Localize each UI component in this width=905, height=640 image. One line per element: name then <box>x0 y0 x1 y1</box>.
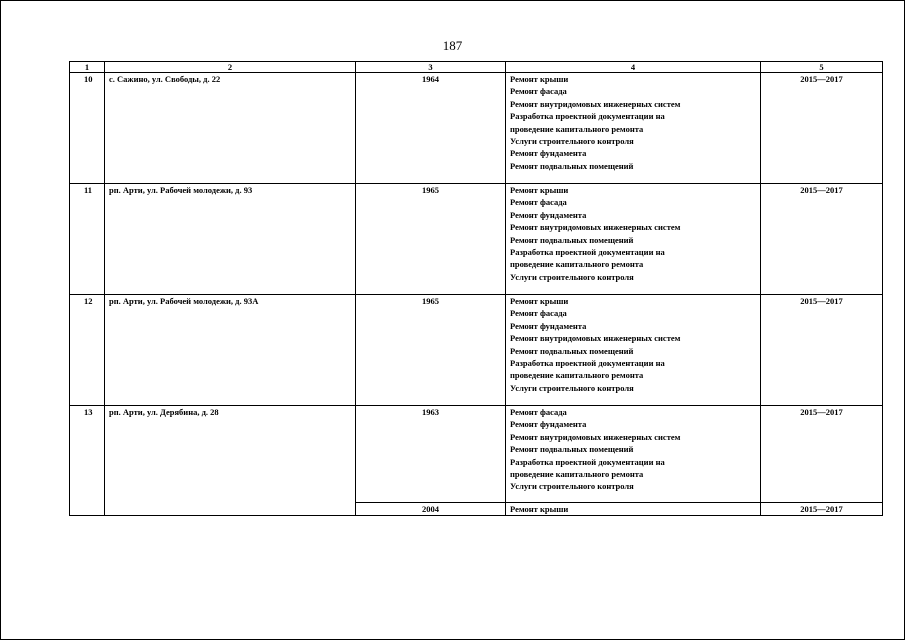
work-item: проведение капитального ремонта <box>510 370 644 381</box>
row-number: 10 <box>70 73 105 184</box>
header-col-5: 5 <box>761 62 883 73</box>
row-address: рп. Арти, ул. Рабочей молодежи, д. 93 <box>105 184 356 295</box>
work-item: Ремонт фасада <box>510 86 567 97</box>
row-works <box>506 184 761 295</box>
row-number: 11 <box>70 184 105 295</box>
row-works <box>506 73 761 184</box>
table-row <box>70 295 883 406</box>
work-item: Услуги строительного контроля <box>510 136 634 147</box>
work-item: Ремонт подвальных помещений <box>510 160 634 171</box>
work-item: Ремонт внутридомовых инженерных систем <box>510 98 681 109</box>
row-works <box>506 406 761 503</box>
table-row <box>70 406 883 503</box>
work-item: проведение капитального ремонта <box>510 259 644 270</box>
work-item: Услуги строительного контроля <box>510 481 634 492</box>
work-item: Ремонт подвальных помещений <box>510 444 634 455</box>
row-number: 13 <box>70 406 105 516</box>
table-header-row <box>70 62 883 73</box>
capital-repair-table <box>69 61 883 516</box>
work-item: Ремонт фундамента <box>510 148 587 159</box>
work-item: проведение капитального ремонта <box>510 469 644 480</box>
row-works <box>506 295 761 406</box>
row-year: 1965 <box>356 184 506 295</box>
work-item: Услуги строительного контроля <box>510 271 634 282</box>
work-item: Ремонт фасада <box>510 308 567 319</box>
row-address: с. Сажино, ул. Свободы, д. 22 <box>105 73 356 184</box>
work-item: Ремонт крыши <box>510 74 569 84</box>
work-item: Ремонт фасада <box>510 407 567 417</box>
work-item: Ремонт крыши <box>510 185 569 195</box>
work-item: Ремонт фундамента <box>510 209 587 220</box>
row-year: 1963 <box>356 406 506 503</box>
header-col-3: 3 <box>356 62 506 73</box>
header-col-4: 4 <box>506 62 761 73</box>
row-address: рп. Арти, ул. Дерябина, д. 28 <box>105 406 356 516</box>
row-address: рп. Арти, ул. Рабочей молодежи, д. 93А <box>105 295 356 406</box>
header-col-1: 1 <box>70 62 105 73</box>
work-item: Ремонт крыши <box>510 296 569 306</box>
header-col-2: 2 <box>105 62 356 73</box>
row-period: 2015—2017 <box>761 295 883 406</box>
row-year: 1965 <box>356 295 506 406</box>
row-period: 2015—2017 <box>761 73 883 184</box>
work-item: Ремонт внутридомовых инженерных систем <box>510 333 681 344</box>
work-item: Ремонт фундамента <box>510 320 587 331</box>
row-period: 2015—2017 <box>761 406 883 503</box>
work-item: Разработка проектной документации на <box>510 358 665 369</box>
subrow-year: 2004 <box>356 503 506 516</box>
work-item: Разработка проектной документации на <box>510 111 665 122</box>
work-item: Услуги строительного контроля <box>510 382 634 393</box>
work-item: Ремонт подвальных помещений <box>510 345 634 356</box>
row-number: 12 <box>70 295 105 406</box>
work-item: Ремонт внутридомовых инженерных систем <box>510 222 681 233</box>
work-item: Разработка проектной документации на <box>510 247 665 258</box>
work-item: Ремонт подвальных помещений <box>510 234 634 245</box>
work-item: Ремонт фундамента <box>510 419 587 430</box>
page-number: 187 <box>442 38 463 53</box>
work-item: Ремонт фасада <box>510 197 567 208</box>
subrow-period: 2015—2017 <box>761 503 883 516</box>
row-year: 1964 <box>356 73 506 184</box>
row-period: 2015—2017 <box>761 184 883 295</box>
work-item: проведение капитального ремонта <box>510 123 644 134</box>
table-row <box>70 184 883 295</box>
work-item: Ремонт внутридомовых инженерных систем <box>510 431 681 442</box>
table-row <box>70 73 883 184</box>
work-item: Разработка проектной документации на <box>510 456 665 467</box>
subrow-works: Ремонт крыши <box>506 503 761 516</box>
